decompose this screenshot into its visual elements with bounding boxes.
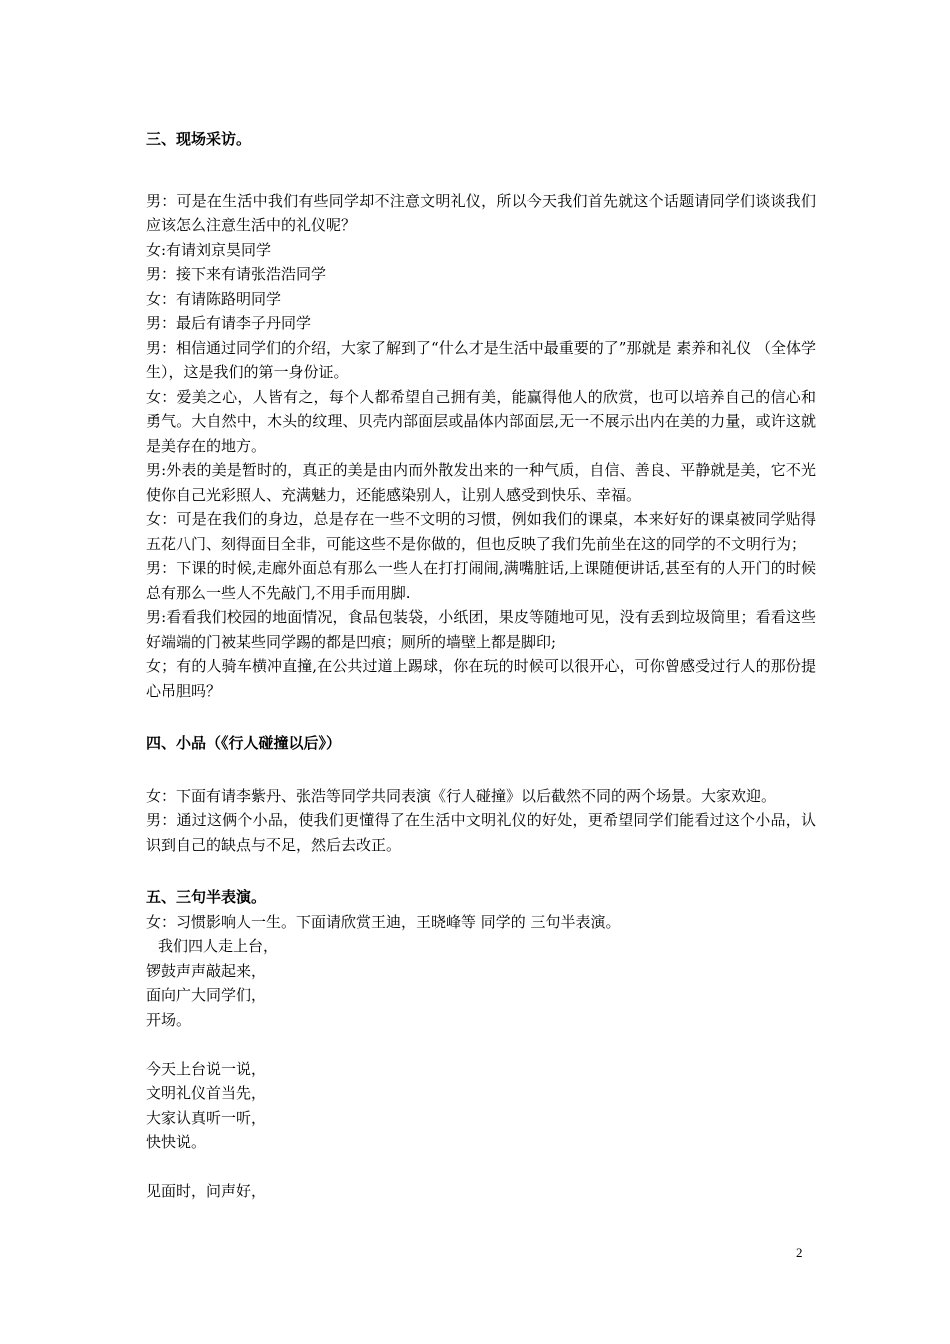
paragraph: 女：爱美之心，人皆有之，每个人都希望自己拥有美，能赢得他人的欣赏，也可以培养自己的信心和勇气。大自然中，木头的纹理、贝壳内部面层或晶体内部面层,无一不展示出内在美的力量，或许这就是美存在的地方。 <box>146 387 816 455</box>
paragraph: 男：可是在生活中我们有些同学却不注意文明礼仪，所以今天我们首先就这个话题请同学们谈谈我们应该怎么注意生活中的礼仪呢？ <box>146 191 816 234</box>
section-heading-interview: 三、现场采访。 <box>146 130 252 148</box>
verse-line: 锣鼓声声敲起来， <box>146 961 267 980</box>
spacer <box>146 703 816 731</box>
spacer <box>146 152 816 189</box>
verse-line: 见面时，问声好， <box>146 1182 267 1200</box>
paragraph: 女；有的人骑车横冲直撞,在公共过道上踢球，你在玩的时候可以很开心，可你曾感受过行人的那份提心吊胆吗？ <box>146 657 816 700</box>
paragraph: 男：相信通过同学们的介绍，大家了解到了“什么才是生活中最重要的了”那就是 素养和礼仪 （全体学生），这是我们的第一身份证。 <box>146 338 816 381</box>
section-heading-performance: 五、三句半表演。 <box>146 888 267 906</box>
verse-line: 大家认真听一听， <box>146 1108 267 1127</box>
paragraph: 女：习惯影响人一生。下面请欣赏王迪，王晓峰等 同学的 三句半表演。 <box>146 912 621 931</box>
verse-line: 开场。 <box>146 1010 192 1029</box>
spacer <box>146 857 816 885</box>
paragraph: 男：通过这俩个小品，使我们更懂得了在生活中文明礼仪的好处，更希望同学们能看过这个小品，认识到自己的缺点与不足，然后去改正。 <box>146 811 816 854</box>
skit-paragraphs <box>146 784 816 858</box>
interview-paragraphs <box>146 189 816 704</box>
verse-line: 面向广大同学们， <box>146 986 267 1004</box>
paragraph: 男:看看我们校园的地面情况，食品包装袋，小纸团，果皮等随地可见，没有丢到垃圾筒里；看看这些好端端的门被某些同学踢的都是凹痕；厕所的墙壁上都是脚印; <box>146 608 816 651</box>
spacer <box>146 1155 816 1180</box>
paragraph: 男:外表的美是暂时的，真正的美是由内而外散发出来的一种气质，自信、善良、平静就是美，它不光使你自己光彩照人、充满魅力，还能感染别人，让别人感受到快乐、幸福。 <box>146 461 816 504</box>
spacer <box>146 756 816 784</box>
page-number: 2 <box>796 1245 803 1260</box>
paragraph: 女：有请陈路明同学 <box>146 289 282 308</box>
paragraph: 女：下面有请李紫丹、张浩等同学共同表演《行人碰撞》以后截然不同的两个场景。大家欢迎。 <box>146 786 777 805</box>
verse-line: 今天上台说一说， <box>146 1059 267 1078</box>
verse-stanza <box>146 1057 816 1155</box>
paragraph: 女：可是在我们的身边，总是存在一些不文明的习惯，例如我们的课桌，本来好好的课桌被同学贴得五花八门、刻得面目全非，可能这些不是你做的，但也反映了我们先前坐在这的同学的不文明行为； <box>146 510 816 553</box>
paragraph: 男：最后有请李子丹同学 <box>146 314 312 332</box>
verse-stanza <box>146 934 816 1032</box>
verse-line: 我们四人走上台， <box>158 937 279 955</box>
top-margin <box>146 0 816 127</box>
paragraph: 男：接下来有请张浩浩同学 <box>146 265 327 283</box>
verse-line: 快快说。 <box>146 1133 207 1151</box>
paragraph: 女:有请刘京昊同学 <box>146 240 272 259</box>
verse-line: 文明礼仪首当先， <box>146 1084 267 1102</box>
paragraph: 男：下课的时候,走廊外面总有那么一些人在打打闹闹,满嘴脏话,上课随便讲话,甚至有的人开门的时候总有那么一些人不先敲门,不用手而用脚. <box>146 559 816 602</box>
section-heading-skit: 四、小品（《行人碰撞以后》） <box>146 734 342 752</box>
spacer <box>146 1032 816 1057</box>
document-page <box>146 0 816 1204</box>
verse-stanza <box>146 1179 816 1204</box>
